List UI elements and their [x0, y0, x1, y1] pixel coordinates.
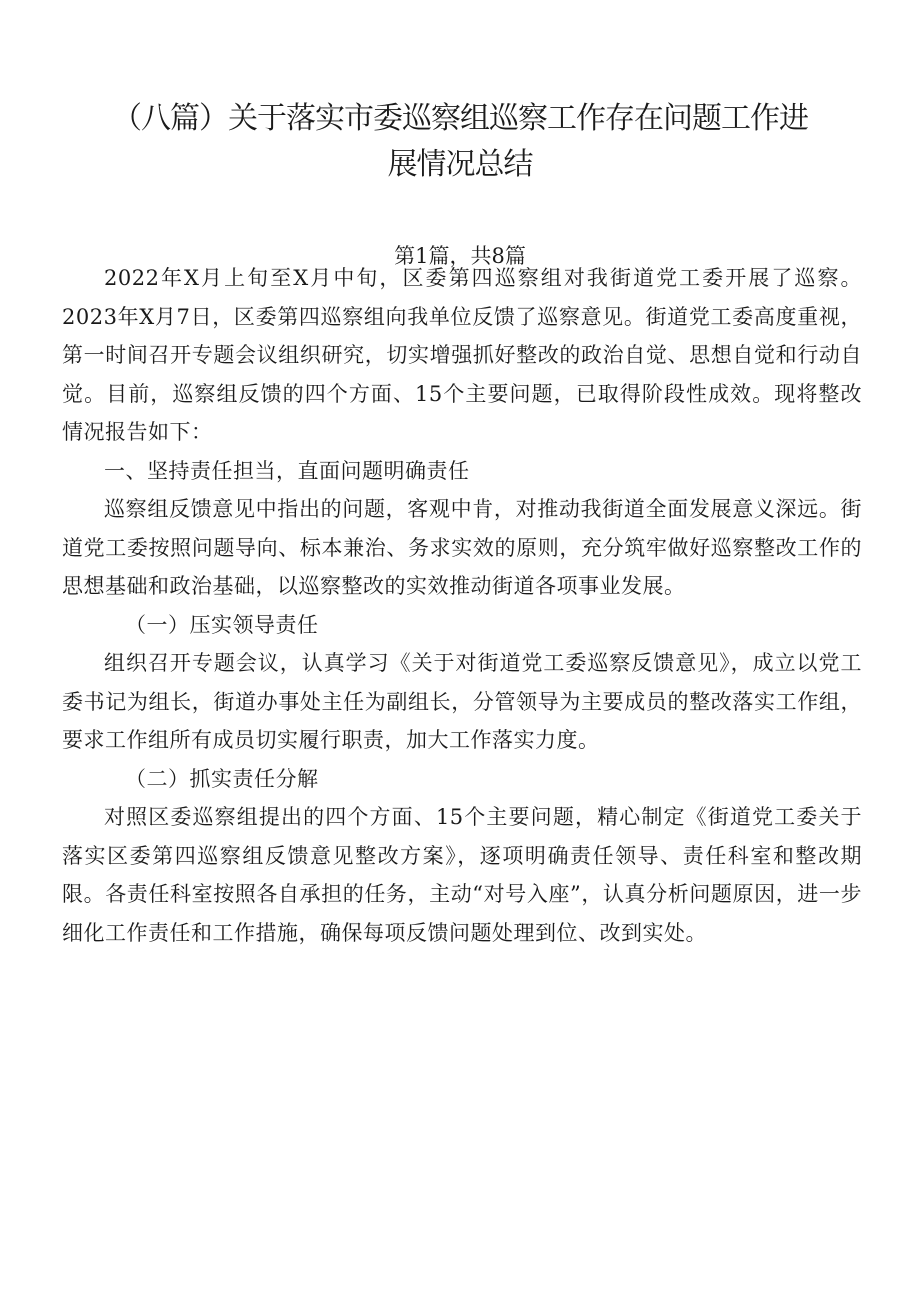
paragraph-subsection-1: 组织召开专题会议，认真学习《关于对街道党工委巡察反馈意见》，成立以党工委书记为组长，街道办事处主任为副组长，分管领导为主要成员的整改落实工作组，要求工作组所有成员切实履行职责，加大工作落实力度。 — [62, 651, 862, 752]
document-title-line-1: （八篇）关于落实市委巡察组巡察工作存在问题工作进 — [112, 101, 808, 136]
paragraph-subsection-2: 对照区委巡察组提出的四个方面、15个主要问题，精心制定《街道党工委关于落实区委第四巡察组反馈意见整改方案》，逐项明确责任领导、责任科室和整改期限。各责任科室按照各自承担的任务，主动“对号入座”，认真分析问题原因，进一步细化工作责任和工作措施，确保每项反馈问题处理到位、改到实处。 — [62, 805, 862, 945]
document-title-line-2: 展情况总结 — [387, 147, 533, 182]
subsection-heading-1: （一）压实领导责任 — [125, 612, 319, 637]
document-title — [80, 96, 840, 188]
part-label: 第1篇，共8篇 — [394, 244, 526, 268]
paragraph-intro: 2022年X月上旬至X月中旬，区委第四巡察组对我街道党工委开展了巡察。2023年X月7日，区委第四巡察组向我单位反馈了巡察意见。街道党工委高度重视，第一时间召开专题会议组织研究，切实增强抓好整改的政治自觉、思想自觉和行动自觉。目前，巡察组反馈的四个方面、15个主要问题，已取得阶段性成效。现将整改情况报告如下： — [62, 266, 862, 444]
subsection-heading-2: （二）抓实责任分解 — [125, 766, 319, 791]
document-body — [62, 259, 862, 952]
paragraph-section-1: 巡察组反馈意见中指出的问题，客观中肯，对推动我街道全面发展意义深远。街道党工委按照问题导向、标本兼治、务求实效的原则，充分筑牢做好巡察整改工作的思想基础和政治基础，以巡察整改的实效推动街道各项事业发展。 — [62, 497, 862, 598]
section-heading-1: 一、坚持责任担当，直面问题明确责任 — [104, 458, 470, 483]
